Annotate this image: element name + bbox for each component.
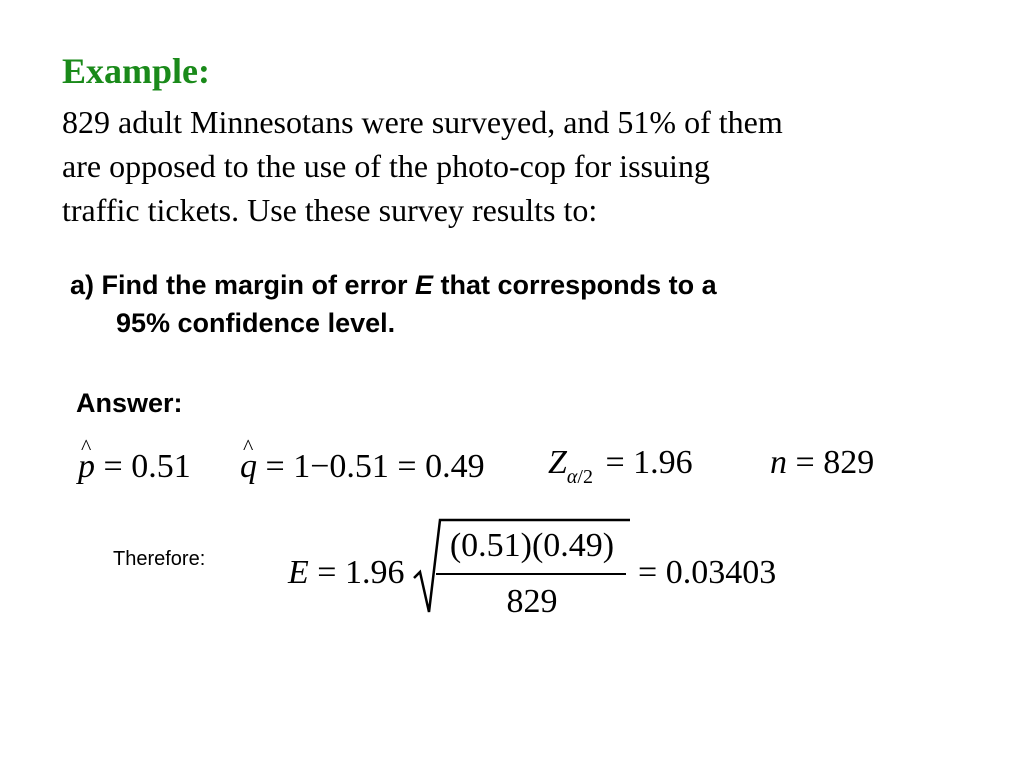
p-hat-symbol: ^ p bbox=[78, 450, 95, 484]
question-suffix: that corresponds to a bbox=[433, 270, 717, 300]
q-hat-equation bbox=[240, 450, 485, 484]
answer-label: Answer: bbox=[76, 388, 183, 418]
formula-coefficient: 1.96 bbox=[344, 554, 405, 591]
z-subscript-rest: /2 bbox=[577, 466, 593, 488]
n-equals: = bbox=[795, 444, 815, 481]
fraction-bar bbox=[436, 573, 626, 575]
p-hat-value: 0.51 bbox=[131, 448, 191, 485]
problem-statement bbox=[62, 100, 972, 232]
p-hat-equals: = bbox=[103, 448, 123, 485]
z-symbol: Z bbox=[548, 444, 567, 481]
formula-result-equals: = bbox=[638, 554, 658, 591]
intro-line-2: are opposed to the use of the photo-cop for issuing bbox=[62, 148, 710, 184]
question-a-line-2: 95% confidence level. bbox=[116, 308, 396, 338]
z-subscript bbox=[567, 466, 593, 488]
z-critical-equation bbox=[548, 444, 693, 488]
intro-line-1: 829 adult Minnesotans were surveyed, and 51% of them bbox=[62, 104, 783, 140]
z-subscript-alpha: α bbox=[566, 466, 578, 488]
z-value: 1.96 bbox=[633, 444, 693, 481]
n-symbol: n bbox=[770, 444, 787, 481]
q-hat-equals: = bbox=[265, 448, 285, 485]
q-hat-equals-2: = bbox=[397, 448, 417, 485]
intro-line-3: traffic tickets. Use these survey results to: bbox=[62, 192, 598, 228]
q-hat-value: 0.49 bbox=[425, 448, 485, 485]
formula-lhs-symbol: E bbox=[288, 554, 309, 591]
therefore-label: Therefore: bbox=[113, 548, 206, 570]
formula-equals: = bbox=[317, 554, 337, 591]
question-prefix: a) Find the margin of error bbox=[70, 270, 416, 300]
p-hat-equation bbox=[78, 450, 191, 484]
formula-result-value: 0.03403 bbox=[665, 554, 777, 591]
formula-denominator: 829 bbox=[506, 583, 558, 620]
question-a-line-1 bbox=[70, 266, 717, 304]
formula-numerator: (0.51)(0.49) bbox=[449, 527, 615, 564]
q-hat-symbol: ^ q bbox=[240, 450, 257, 484]
z-equals: = bbox=[605, 444, 625, 481]
formula-result bbox=[638, 556, 776, 590]
question-variable: E bbox=[415, 270, 434, 300]
example-heading: Example: bbox=[62, 51, 210, 91]
n-value: 829 bbox=[823, 444, 875, 481]
formula-lhs bbox=[288, 556, 404, 590]
q-hat-expression: 1−0.51 bbox=[293, 448, 389, 485]
n-equation bbox=[770, 446, 874, 480]
